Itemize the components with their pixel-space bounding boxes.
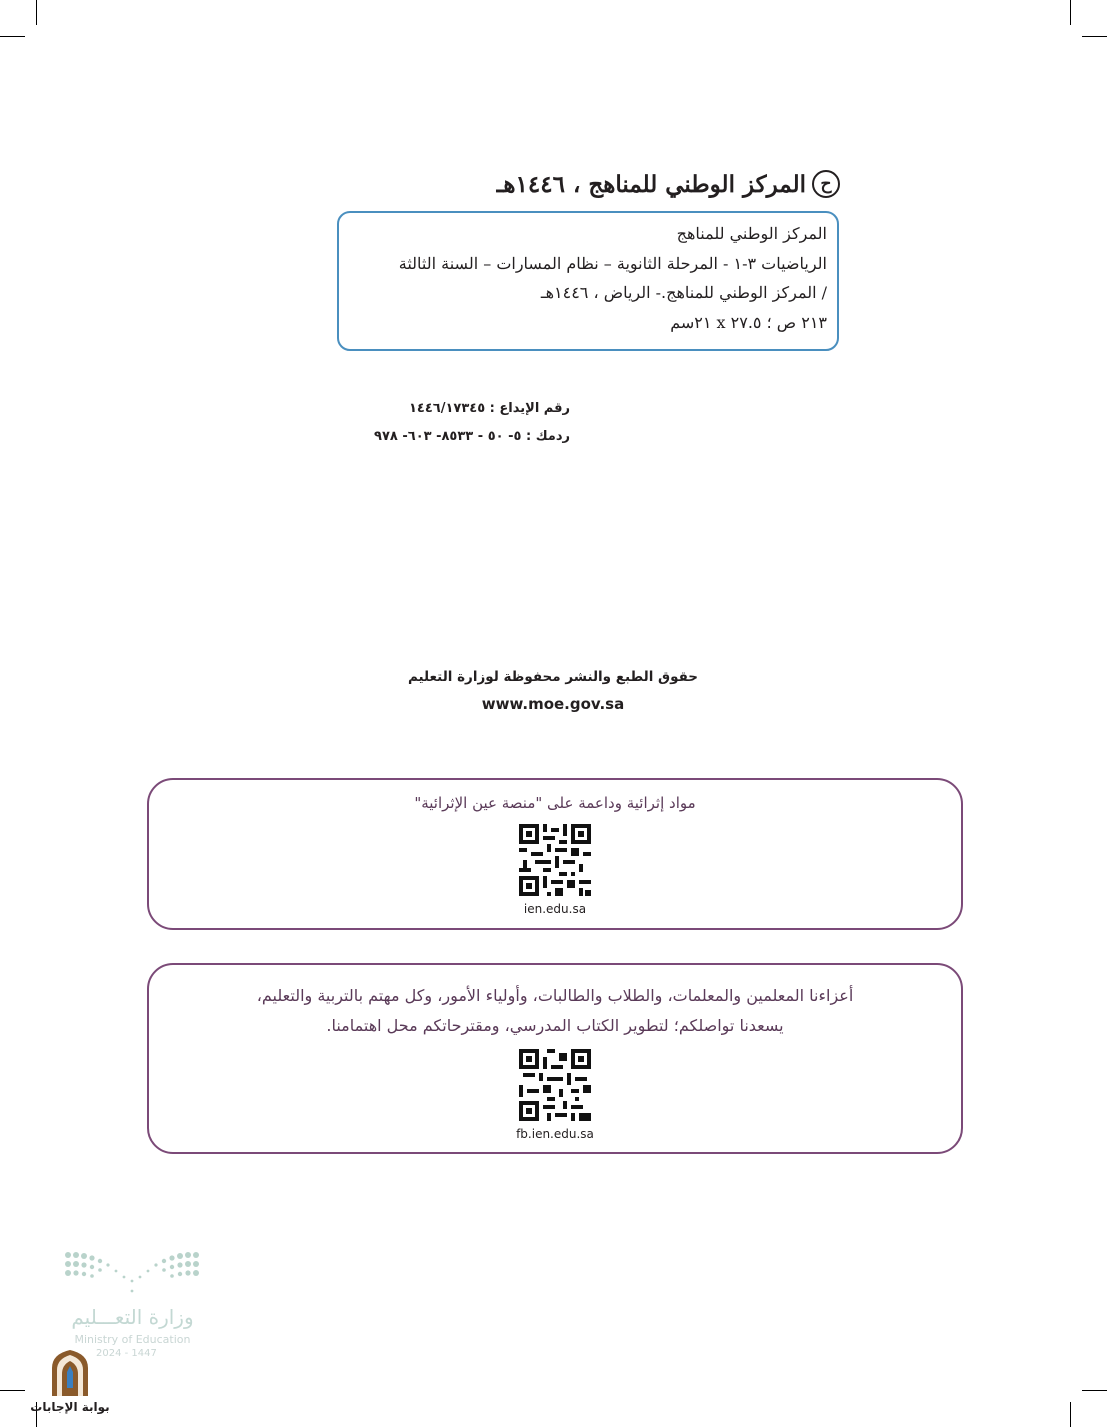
crop-mark-top-right-h	[1082, 36, 1107, 37]
cip-line-place: / المركز الوطني للمناهج.- الرياض ، ١٤٤٦هـ	[540, 283, 827, 302]
moe-logo	[60, 1247, 205, 1359]
moe-logo-year: 2024 - 1447	[96, 1348, 157, 1359]
deposit-block	[360, 395, 570, 451]
ien-platform-box	[147, 778, 963, 930]
answers-gateway-logo	[30, 1348, 110, 1414]
feedback-box	[147, 963, 963, 1154]
ien-url[interactable]: ien.edu.sa	[523, 902, 587, 916]
cip-line-publisher: المركز الوطني للمناهج	[676, 224, 827, 243]
crop-mark-top-right-v	[1070, 0, 1071, 25]
isbn-number: ردمك : ٥- ٥٠ - ٨٥٣٣- ٦٠٣- ٩٧٨	[374, 429, 570, 444]
crop-mark-bottom-right-h	[1082, 1390, 1107, 1391]
cataloging-box	[337, 211, 839, 351]
crop-mark-top-left-v	[36, 0, 37, 25]
moe-logo-arabic: وزارة التعـــليم	[71, 1305, 194, 1329]
copyright-text: المركز الوطني للمناهج ، ١٤٤٦هـ	[496, 170, 806, 198]
answers-gateway-text: بوابة الإجابات	[30, 1400, 110, 1414]
moe-dots-icon	[60, 1247, 205, 1295]
ien-box-title: مواد إثرائية وداعمة على "منصة عين الإثرائية"	[414, 794, 696, 812]
moe-website-link[interactable]: www.moe.gov.sa	[481, 695, 625, 713]
ien-qr-code-icon[interactable]	[519, 824, 591, 896]
feedback-line-2: يسعدنا تواصلكم؛ لتطوير الكتاب المدرسي، ومقترحاتكم محل اهتمامنا.	[326, 1016, 784, 1035]
cip-line-title: الرياضيات ٣-١ - المرحلة الثانوية – نظام المسارات – السنة الثالثة	[398, 253, 827, 273]
feedback-line-1: أعزاءنا المعلمين والمعلمات، والطلاب والطالبات، وأولياء الأمور، وكل مهتم بالتربية والتعليم،	[256, 986, 854, 1005]
copyright-line	[420, 170, 840, 198]
crop-mark-bottom-left-h	[0, 1390, 25, 1391]
rights-text: حقوق الطبع والنشر محفوظة لوزارة التعليم	[407, 669, 699, 685]
moe-logo-english: Ministry of Education	[74, 1333, 191, 1346]
feedback-qr-code-icon[interactable]	[519, 1049, 591, 1121]
deposit-number: رقم الإيداع : ١٤٤٦/١٧٣٤٥	[408, 401, 570, 416]
cip-line-pages: ٢١٣ ص ؛ ٢٧.٥ x ٢١سم	[670, 312, 827, 332]
copyright-symbol: ح	[812, 170, 840, 198]
crop-mark-bottom-right-v	[1070, 1402, 1071, 1427]
mosque-arch-icon	[48, 1348, 92, 1398]
feedback-url[interactable]: fb.ien.edu.sa	[516, 1127, 594, 1141]
crop-mark-top-left-h	[0, 36, 25, 37]
rights-block	[353, 665, 753, 719]
